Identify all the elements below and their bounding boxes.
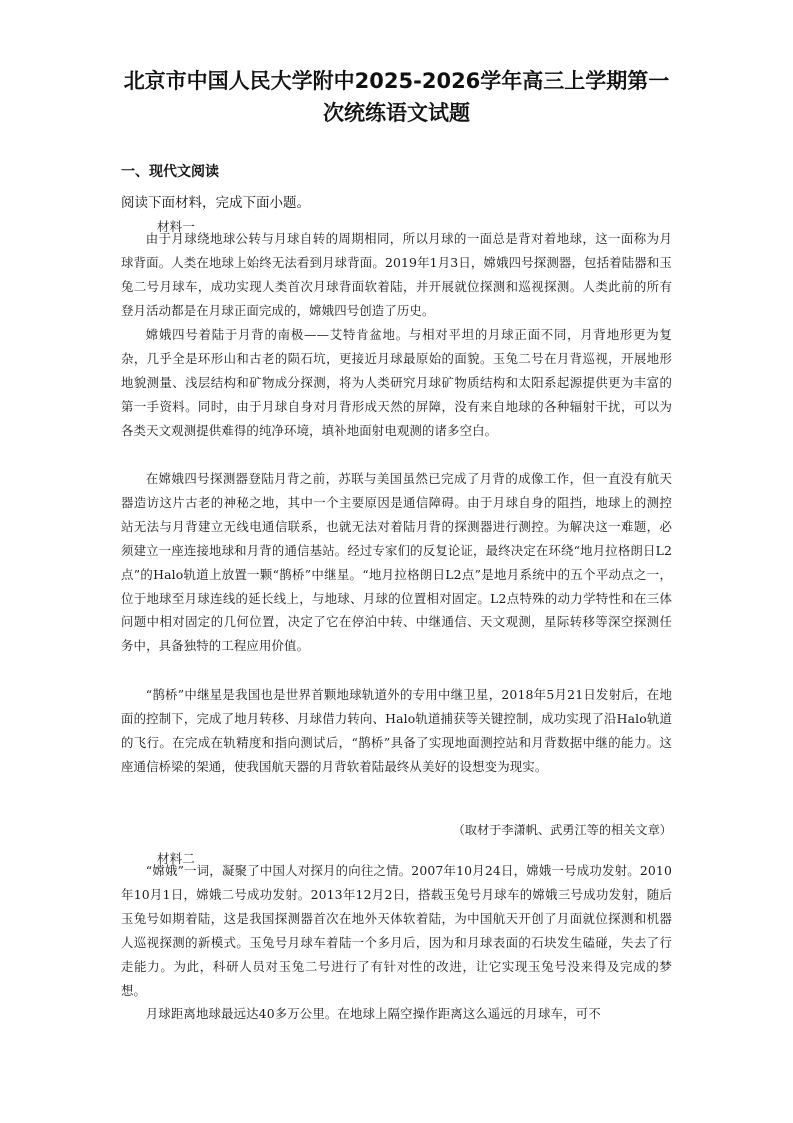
material2-label: 材料二 <box>157 851 195 866</box>
instruction-text: 阅读下面材料，完成下面小题。 <box>121 195 310 211</box>
material1-paragraph: 在嫦娥四号探测器登陆月背之前，苏联与美国虽然已完成了月背的成像工作，但一直没有航天器造访这片古老的神秘之地，其中一个主要原因是通信障碍。由于月球自身的阻挡，地球上的测控站无法与月背建立无线电通信联系，也就无法对着陆月背的探测器进行测控。为解决这一难题，必须建立一座连接地球和月背的通信基站。经过专家们的反复论证，最终决定在环绕“地月拉格朗日L2点”的Halo轨道上放置一颗“鹊桥”中继星。“地月拉格朗日L2点”是地月系统中的五个平动点之一，位于地球至月球连线的延长线上，与地球、月球的位置相对固定。L2点特殊的动力学特性和在三体问题中相对固定的几何位置，决定了它在停泊中转、中继通信、天文观测，星际转移等深空探测任务中，具备独特的工程应用价值。 <box>121 471 672 654</box>
material1-paragraph: 嫦娥四号着陆于月背的南极——艾特肯盆地。与相对平坦的月球正面不同，月背地形更为复杂，几乎全是环形山和古老的陨石坑，更接近月球最原始的面貌。玉兔二号在月背巡视，开展地形地貌测量、浅层结构和矿物成分探测，将为人类研究月球矿物质结构和太阳系起源提供更为丰富的第一手资料。同时，由于月球自身对月背形成天然的屏障，没有来自地球的各种辐射干扰，可以为各类天文观测提供难得的纯净环境，填补地面射电观测的诸多空白。 <box>121 327 672 438</box>
material1-label: 材料一 <box>157 219 195 234</box>
material1-paragraph: “鹊桥”中继星是我国也是世界首颗地球轨道外的专用中继卫星，2018年5月21日发射后，在地面的控制下，完成了地月转移、月球借力转向、Halo轨道捕获等关键控制，成功实现了沿Halo轨道的飞行。在完成在轨精度和指向测试后，“鹊桥”具备了实现地面测控站和月背数据中继的能力。这座通信桥梁的架通，使我国航天器的月背软着陆最终从美好的设想变为现实。 <box>121 687 672 774</box>
material2-paragraph: “嫦娥”一词，凝聚了中国人对探月的向往之情。2007年10月24日，嫦娥一号成功发射。2010年10月1日，嫦娥二号成功发射。2013年12月2日，搭载玉兔号月球车的嫦娥三号成功发射，随后玉兔号如期着陆，这是我国探测器首次在地外天体软着陆，为中国航天开创了月面就位探测和机器人巡视探测的新模式。玉兔号月球车着陆一个多月后，因为和月球表面的石块发生磕碰，失去了行走能力。为此，科研人员对玉兔二号进行了有针对性的改进，让它实现玉兔号没来得及完成的梦想。 <box>121 863 672 998</box>
material1-paragraph: 由于月球绕地球公转与月球自转的周期相同，所以月球的一面总是背对着地球，这一面称为月球背面。人类在地球上始终无法看到月球背面。2019年1月3日，嫦娥四号探测器，包括着陆器和玉兔二号月球车，成功实现人类首次月球背面软着陆，并开展就位探测和巡视探测。人类此前的所有登月活动都是在月球正面完成的，嫦娥四号创造了历史。 <box>121 231 672 318</box>
material2-paragraph: 月球距离地球最远达40多万公里。在地球上隔空操作距离这么遥远的月球车，可不 <box>145 1006 601 1021</box>
section-heading: 一、现代文阅读 <box>121 164 219 180</box>
document-title-line1: 北京市中国人民大学附中2025-2026学年高三上学期第一 <box>123 69 670 93</box>
material1-source: （取材于李潇帆、武勇江等的相关文章） <box>452 823 672 837</box>
document-title-line2: 次统练语文试题 <box>323 101 470 125</box>
